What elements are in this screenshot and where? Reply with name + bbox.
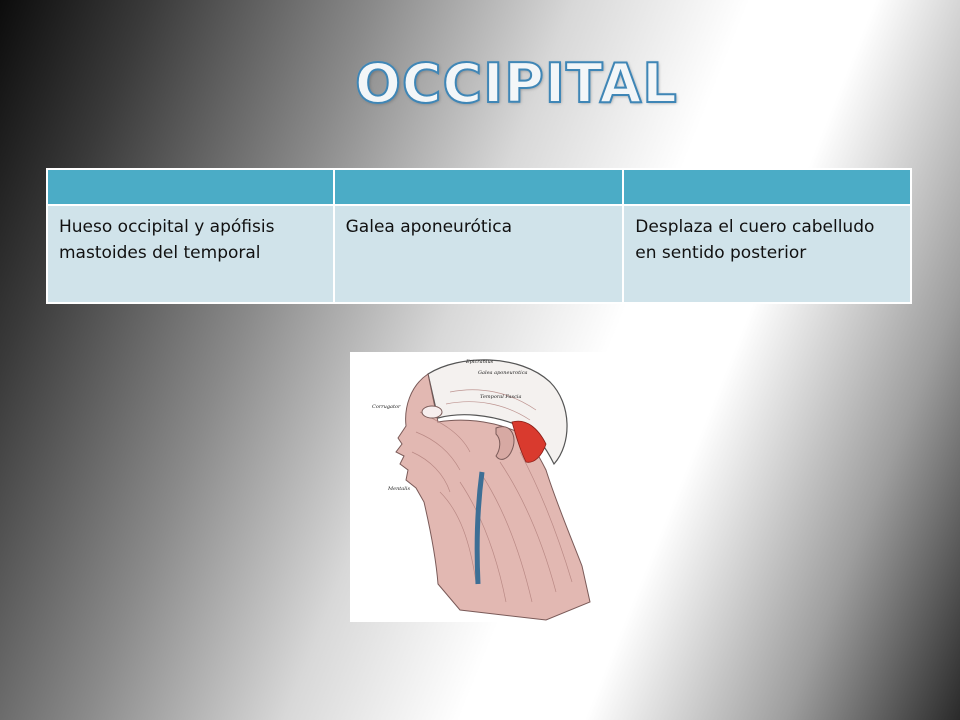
label-galea: Galea aponeurotica <box>478 370 528 376</box>
table-row <box>47 205 911 303</box>
table-header-cell <box>623 169 911 205</box>
label-temporal: Temporal Fascia <box>480 394 522 400</box>
head-neck-muscles-icon <box>350 352 610 622</box>
label-epicranius: Epicranius <box>466 359 494 365</box>
label-corrugator: Corrugator <box>372 404 401 410</box>
muscle-info-table <box>46 168 912 304</box>
table-header-cell <box>334 169 624 205</box>
action-cell: Desplaza el cuero cabelludo en sentido posterior <box>623 205 911 303</box>
anatomy-illustration <box>350 352 610 622</box>
table-header-row <box>47 169 911 205</box>
insertion-cell: Galea aponeurótica <box>334 205 624 303</box>
origin-cell: Hueso occipital y apófisis mastoides del temporal <box>47 205 334 303</box>
slide-title-text: OCCIPITAL <box>355 52 678 115</box>
table-header-cell <box>47 169 334 205</box>
label-mentalis: Mentalis <box>388 486 411 492</box>
